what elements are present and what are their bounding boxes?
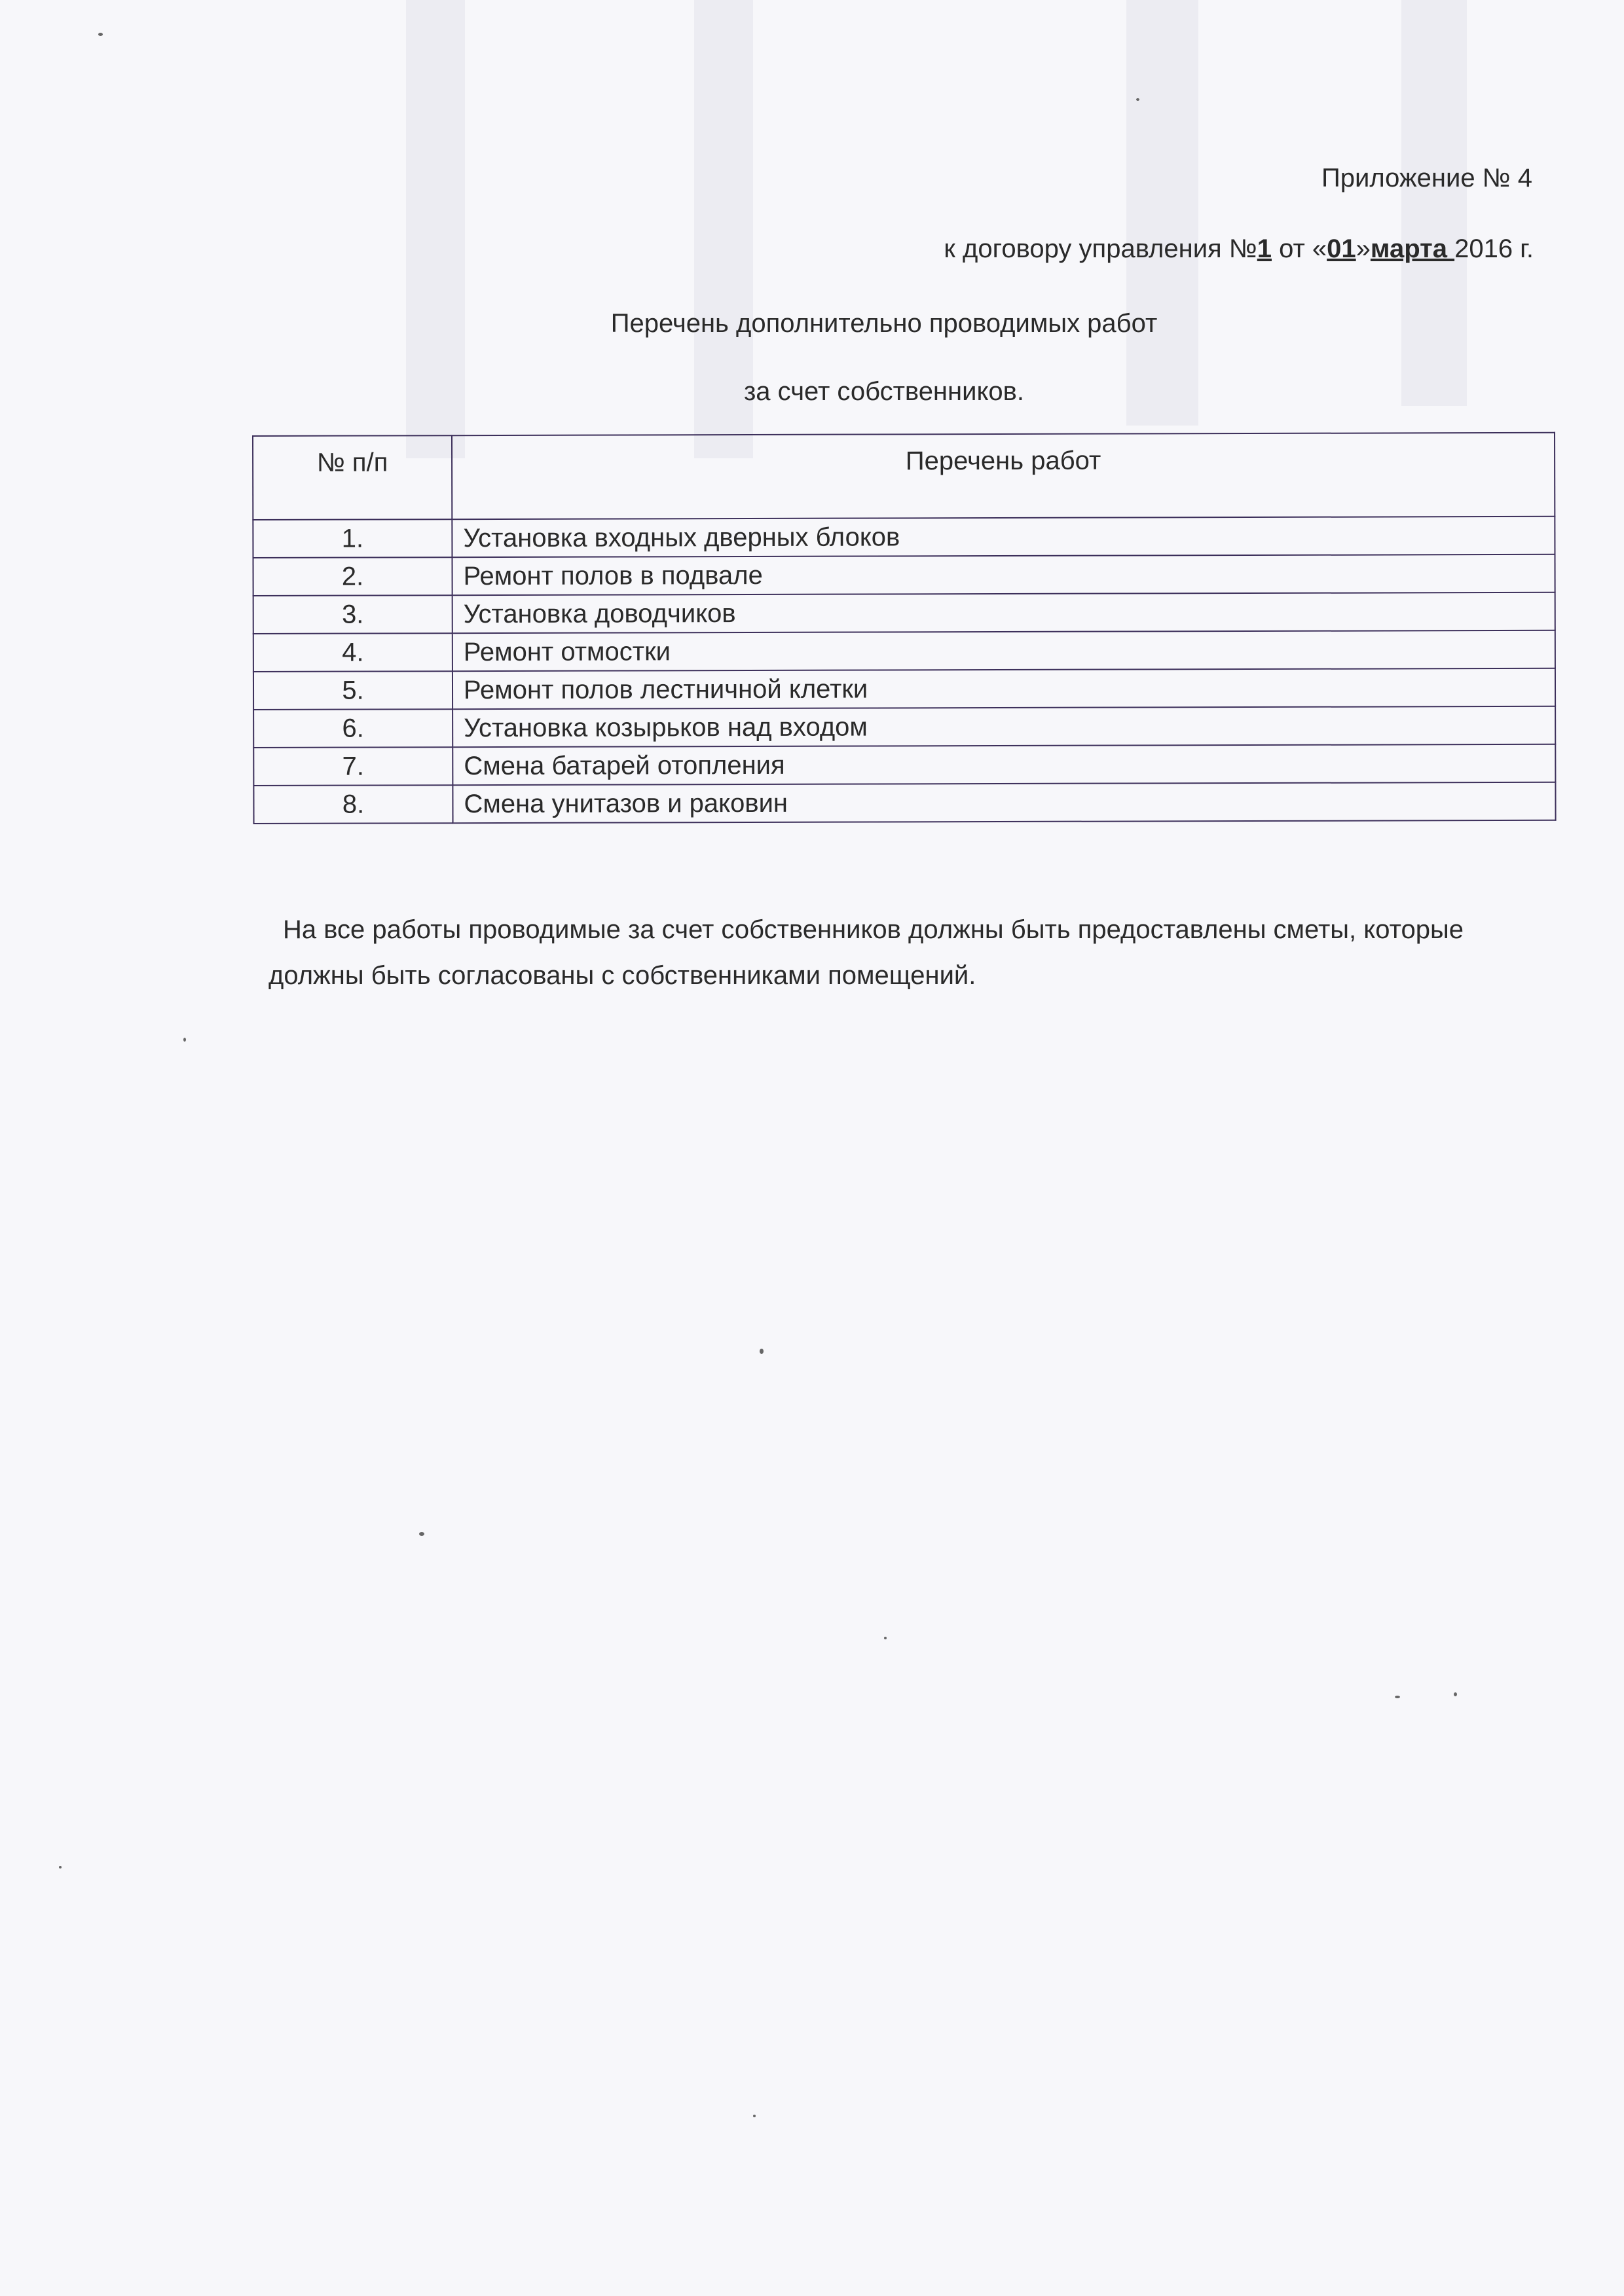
row-name: Ремонт полов в подвале bbox=[452, 555, 1555, 595]
scan-streak bbox=[406, 0, 465, 458]
scan-speck bbox=[760, 1349, 764, 1354]
row-num: 4. bbox=[253, 633, 452, 672]
table-row bbox=[253, 668, 1555, 710]
scan-speck bbox=[183, 1038, 186, 1042]
contract-number: 1 bbox=[1257, 234, 1272, 263]
table-row bbox=[253, 592, 1555, 634]
row-num: 5. bbox=[253, 671, 452, 710]
row-name: Установка козырьков над входом bbox=[452, 706, 1555, 747]
row-num: 8. bbox=[253, 785, 452, 824]
table-row bbox=[253, 744, 1555, 786]
row-num: 1. bbox=[253, 519, 452, 558]
scan-speck bbox=[753, 2115, 756, 2117]
scan-streak bbox=[1401, 0, 1467, 406]
table-row bbox=[253, 782, 1555, 824]
contract-day: 01 bbox=[1327, 234, 1356, 263]
table-row bbox=[253, 630, 1555, 672]
note-paragraph: На все работы проводимые за счет собственников должны быть предоставлены сметы, которые должны быть согласованы с собственниками помещений. bbox=[268, 915, 1464, 990]
contract-reference bbox=[786, 234, 1534, 264]
scan-speck bbox=[419, 1532, 424, 1536]
contract-prefix: к договору управления № bbox=[944, 234, 1257, 263]
scan-speck bbox=[59, 1866, 62, 1868]
scan-speck bbox=[98, 33, 103, 36]
row-num: 7. bbox=[253, 747, 452, 786]
row-num: 3. bbox=[253, 595, 452, 634]
scan-speck bbox=[1454, 1692, 1457, 1696]
annex-title: Приложение № 4 bbox=[1321, 164, 1532, 192]
header-num: № п/п bbox=[253, 435, 452, 520]
scan-speck bbox=[1395, 1696, 1400, 1698]
table-row bbox=[253, 555, 1555, 596]
table-row bbox=[253, 706, 1555, 748]
table-row bbox=[253, 517, 1555, 558]
works-table bbox=[252, 432, 1557, 824]
table-header-row bbox=[253, 433, 1555, 520]
row-name: Ремонт полов лестничной клетки bbox=[452, 668, 1555, 709]
row-num: 6. bbox=[253, 709, 452, 748]
scan-streak bbox=[1126, 0, 1198, 426]
contract-month: марта bbox=[1370, 234, 1455, 263]
row-name: Установка доводчиков bbox=[452, 592, 1555, 633]
contract-mid: от « bbox=[1271, 234, 1327, 263]
scan-speck bbox=[884, 1637, 887, 1639]
list-subtitle: за счет собственников. bbox=[743, 377, 1025, 406]
row-name: Смена батарей отопления bbox=[452, 744, 1555, 785]
row-name: Ремонт отмостки bbox=[452, 630, 1555, 671]
contract-close-quote: » bbox=[1356, 234, 1371, 263]
list-title: Перечень дополнительно проводимых работ bbox=[610, 309, 1158, 338]
scan-speck bbox=[1136, 98, 1139, 101]
row-name: Установка входных дверных блоков bbox=[452, 517, 1555, 557]
contract-year: 2016 г. bbox=[1454, 234, 1534, 263]
header-name: Перечень работ bbox=[452, 433, 1555, 519]
row-num: 2. bbox=[253, 557, 452, 596]
row-name: Смена унитазов и раковин bbox=[452, 782, 1555, 823]
